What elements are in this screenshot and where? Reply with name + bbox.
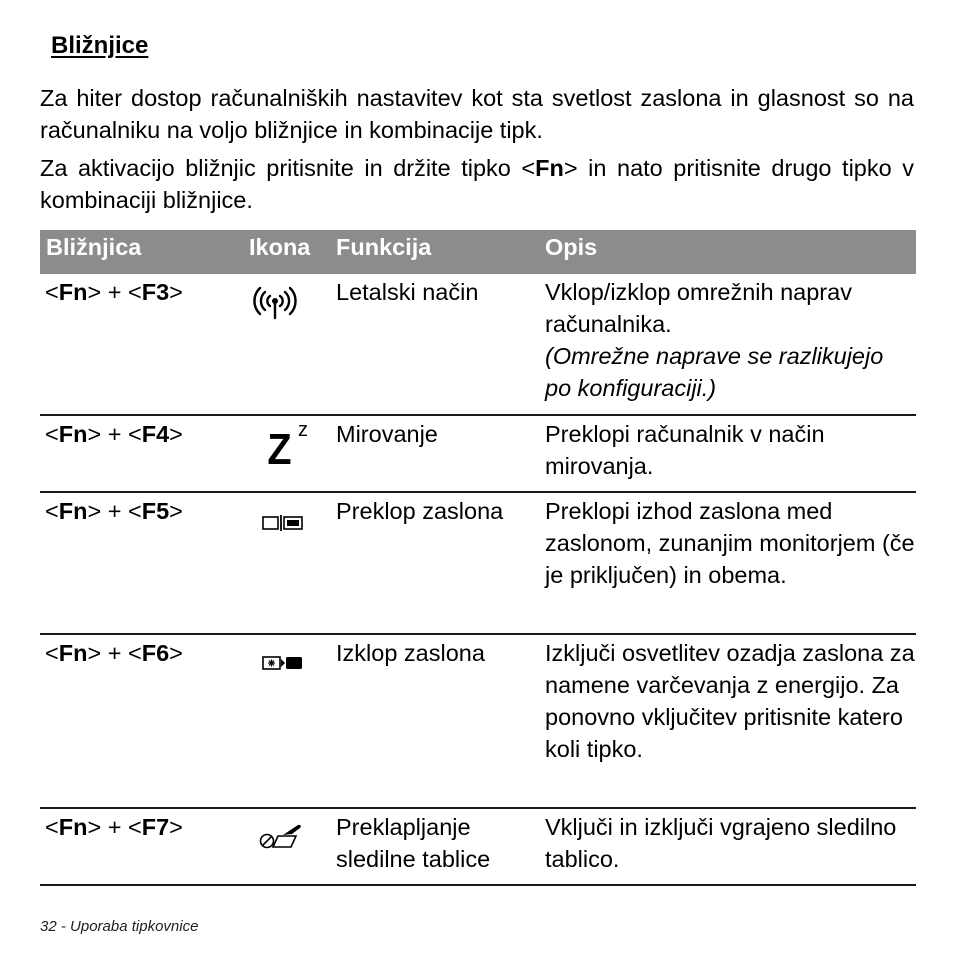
shortcut-table xyxy=(40,230,916,886)
intro-fn-key: Fn xyxy=(535,155,564,181)
description-text: Vklop/izklop omrežnih naprav računalnika. xyxy=(545,279,852,337)
table-row: <Fn> + <F4> Z z Mirovanje Preklopi računalnik v način mirovanja. xyxy=(40,416,916,493)
description-cell: Vključi in izključi vgrajeno sledilno tablico. xyxy=(545,814,897,872)
description-note: (Omrežne naprave se razlikujejo po konfiguraciji.) xyxy=(545,343,884,401)
touchpad-toggle-icon xyxy=(250,821,330,853)
shortcut-cell: <Fn> + <F6> xyxy=(45,640,183,666)
description-cell: Preklopi izhod zaslona med zaslonom, zunanjim monitorjem (če je priključen) in obema. xyxy=(545,498,915,588)
header-description: Opis xyxy=(545,234,598,260)
intro-paragraph-1: Za hiter dostop računalniških nastavitev kot sta svetlost zaslona in glasnost so na računalniku na voljo bližnjice in kombinacije tipk. xyxy=(40,85,914,143)
header-function: Funkcija xyxy=(336,234,432,260)
table-header xyxy=(40,230,916,274)
intro-text-after: > in nato pritisnite drugo tipko v kombinaciji bližnjice. xyxy=(40,155,914,213)
description-cell: Preklopi računalnik v način mirovanja. xyxy=(545,421,825,479)
shortcut-cell: <Fn> + <F7> xyxy=(45,814,183,840)
description-cell: Izključi osvetlitev ozadja zaslona za namene varčevanja z energijo. Za ponovno vključitev pritisnite katero koli tipko. xyxy=(545,640,915,762)
shortcut-cell: <Fn> + <F4> xyxy=(45,421,183,447)
table-row xyxy=(40,809,916,886)
function-cell: Mirovanje xyxy=(336,421,438,447)
function-cell: Letalski način xyxy=(336,279,479,305)
function-cell: Preklapljanje sledilne tablice xyxy=(336,814,491,872)
shortcut-cell: <Fn> + <F3> xyxy=(45,279,183,305)
shortcut-cell: <Fn> + <F5> xyxy=(45,498,183,524)
function-cell: Preklop zaslona xyxy=(336,498,504,524)
table-row xyxy=(40,635,916,809)
display-off-icon xyxy=(250,653,330,673)
description-cell xyxy=(545,276,915,404)
section-heading: Bližnjice xyxy=(51,32,149,59)
function-cell: Izklop zaslona xyxy=(336,640,485,666)
wireless-antenna-icon xyxy=(250,286,330,322)
header-shortcut: Bližnjica xyxy=(46,234,142,260)
page-footer: 32 - Uporaba tipkovnice xyxy=(40,918,199,935)
intro-paragraph-2 xyxy=(40,152,914,216)
header-icon: Ikona xyxy=(249,234,311,260)
display-toggle-icon xyxy=(250,513,330,533)
table-row xyxy=(40,493,916,635)
intro-text-before: Za aktivacijo bližnjic pritisnite in držite tipko < xyxy=(40,155,536,181)
table-row xyxy=(40,274,916,416)
